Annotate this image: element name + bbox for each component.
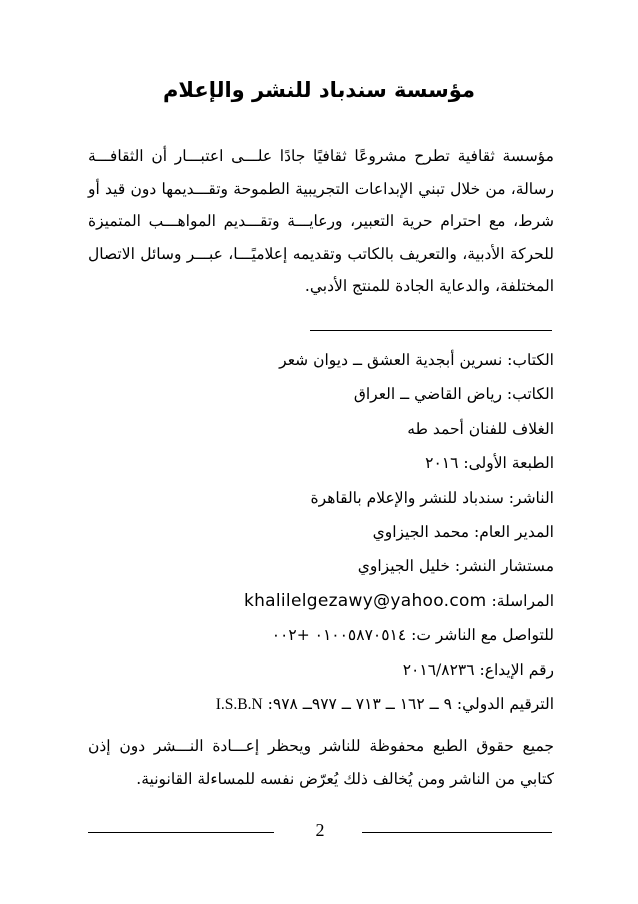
- section-divider: [310, 330, 552, 331]
- copyright-notice: جميع حقوق الطبع محفوظة للناشر ويحظر إعـــادة النـــشر دون إذن كتابي من الناشر ومن يُخالف ذلك يُعرّض نفسه للمساءلة القانونية.: [88, 737, 554, 788]
- isbn-line: [88, 687, 554, 721]
- author-line: الكاتب: رياض القاضي ــ العراق: [353, 385, 554, 404]
- correspondence-email: khalilelgezawy@yahoo.com: [243, 590, 487, 611]
- correspondence-line: [88, 584, 554, 618]
- intro-paragraph: مؤسسة ثقافية تطرح مشروعًا ثقافيًا جادًا علـــى اعتبـــار أن الثقافـــة رسالة، من خلال تبني الإبداعات التجريبية الطموحة وتقـــديمها دون قيد أو شرط، مع احترام حرية التعبير، ورعايـــة وتقـــديم المواهـــب المتميزة للحركة الأدبية، والتعريف بالكاتب وتقديمه إعلاميًـــا، عبـــر وسائل الاتصال المختلفة، والدعاية الجادة للمنتج الأدبي.: [88, 147, 554, 295]
- correspondence-label: المراسلة:: [491, 591, 554, 610]
- footer-rule-left: [88, 832, 274, 833]
- page-title: مؤسسة سندباد للنشر والإعلام: [163, 78, 475, 102]
- publishing-advisor-line: مستشار النشر: خليل الجيزاوي: [357, 557, 554, 576]
- edition-line: الطبعة الأولى: ٢٠١٦: [425, 454, 554, 473]
- isbn-label: الترقيم الدولي: ٩ ــ ١٦٢ ــ ٧١٣ ــ ٩٧٧ــ ٩٧٨:: [267, 694, 554, 713]
- publisher-line: الناشر: سندباد للنشر والإعلام بالقاهرة: [310, 488, 554, 507]
- contact-line: للتواصل مع الناشر ت: ٠١٠٠٥٨٧٠٥١٤ +٠٠٢: [271, 626, 554, 645]
- book-details: [88, 343, 554, 721]
- isbn-code: I.S.B.N: [215, 695, 263, 713]
- general-manager-line: المدير العام: محمد الجيزاوي: [372, 522, 554, 541]
- page-number: 2: [315, 820, 325, 840]
- book-title-line: الكتاب: نسرين أبجدية العشق ــ ديوان شعر: [279, 351, 554, 369]
- footer-rule-right: [362, 832, 552, 833]
- deposit-number-line: رقم الإيداع: ٢٠١٦/٨٢٣٦: [402, 660, 554, 679]
- cover-line: الغلاف للفنان أحمد طه: [407, 419, 554, 438]
